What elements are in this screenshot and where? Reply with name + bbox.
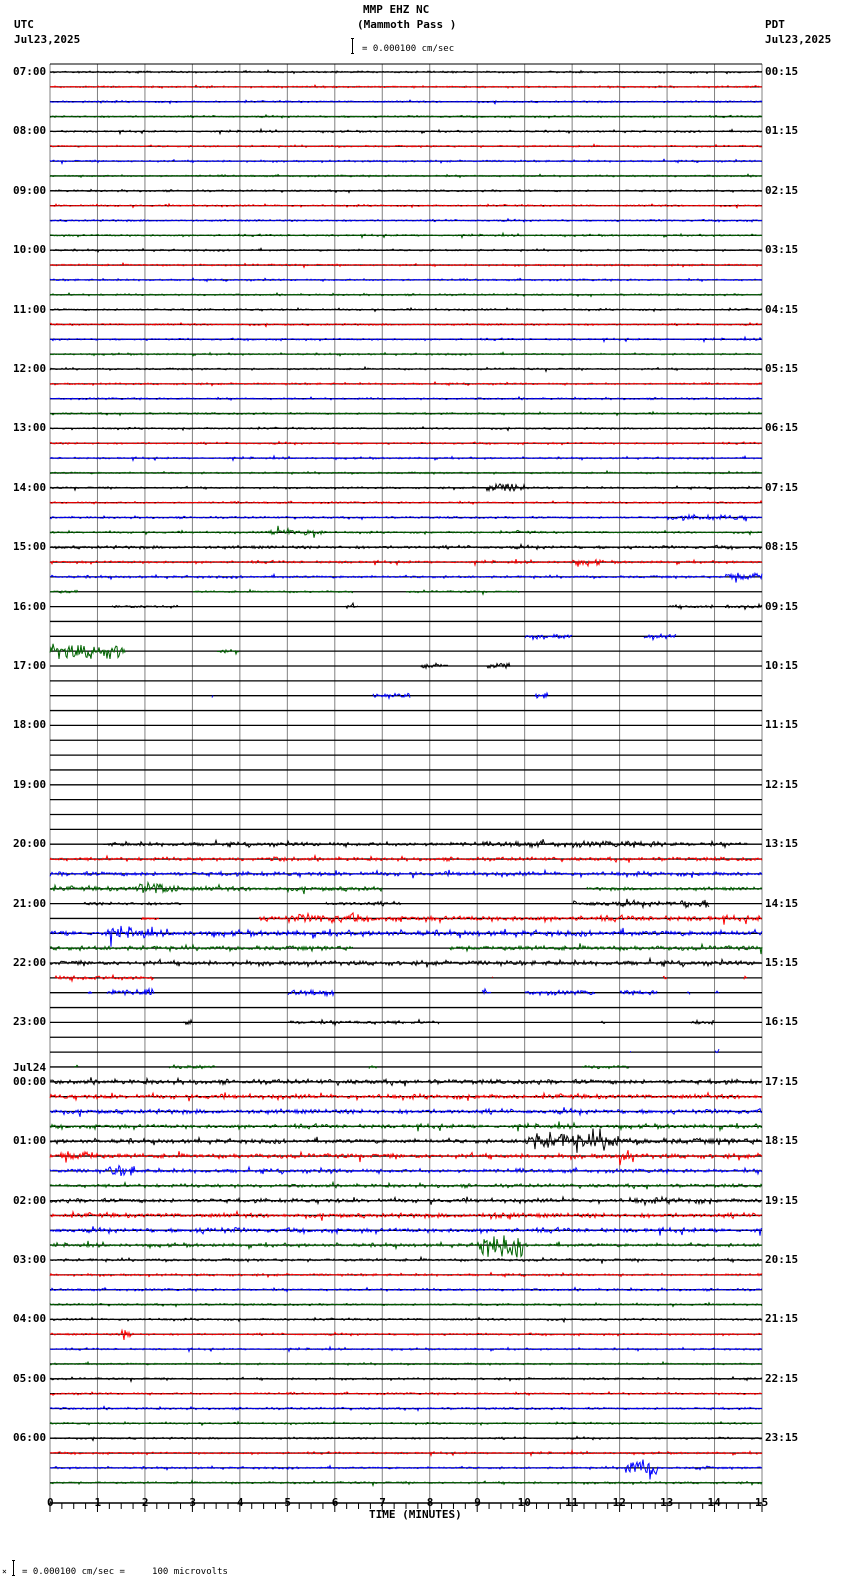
seismic-trace bbox=[50, 1362, 762, 1365]
seismic-trace bbox=[50, 427, 762, 431]
seismic-trace bbox=[103, 839, 747, 848]
utc-hour-label: 01:00 bbox=[13, 1134, 47, 1148]
utc-hour-label: 03:00 bbox=[13, 1253, 47, 1266]
seismic-trace bbox=[50, 412, 762, 416]
seismic-trace bbox=[50, 1460, 762, 1480]
pdt-hour-label: 19:15 bbox=[765, 1193, 799, 1207]
utc-hour-label: 14:00 bbox=[13, 480, 47, 494]
seismic-trace bbox=[50, 959, 762, 968]
seismic-trace bbox=[50, 544, 762, 549]
pdt-hour-label: 22:15 bbox=[765, 1371, 799, 1385]
utc-hour-label: 11:00 bbox=[13, 302, 47, 316]
utc-hour-label: 10:00 bbox=[13, 243, 47, 257]
utc-hour-label: 09:00 bbox=[13, 183, 47, 197]
seismic-trace bbox=[50, 1330, 762, 1340]
x-tick-label: 12 bbox=[612, 1496, 626, 1509]
seismic-trace bbox=[50, 559, 762, 567]
right-date: Jul23,2025 bbox=[765, 33, 832, 46]
right-timezone: PDT bbox=[765, 18, 785, 31]
utc-hour-label: 15:00 bbox=[13, 540, 47, 554]
x-tick-label: 1 bbox=[94, 1496, 102, 1509]
left-timezone: UTC bbox=[14, 18, 34, 31]
utc-hour-label: 17:00 bbox=[13, 659, 47, 672]
utc-hour-label: 21:00 bbox=[13, 896, 47, 910]
x-tick-label: 2 bbox=[141, 1496, 149, 1509]
x-tick-label: 13 bbox=[660, 1496, 674, 1509]
seismic-trace bbox=[50, 204, 762, 208]
seismic-trace bbox=[50, 337, 762, 342]
seismic-trace bbox=[50, 1318, 762, 1322]
seismic-trace bbox=[50, 1288, 762, 1292]
pdt-hour-label: 15:15 bbox=[765, 956, 799, 969]
pdt-hour-label: 11:15 bbox=[765, 718, 799, 732]
utc-hour-label: 02:00 bbox=[13, 1193, 47, 1207]
x-tick-label: 4 bbox=[236, 1496, 244, 1509]
utc-hour-label: 07:00 bbox=[13, 65, 47, 78]
seismic-trace bbox=[50, 1436, 762, 1440]
footer-scale-prefix: × bbox=[2, 1567, 7, 1576]
seismic-trace bbox=[50, 115, 762, 118]
seismic-trace bbox=[50, 926, 762, 947]
scale-text: = 0.000100 cm/sec bbox=[362, 44, 455, 54]
x-tick-label: 14 bbox=[707, 1496, 721, 1509]
seismic-trace bbox=[50, 293, 762, 297]
utc-hour-label: 19:00 bbox=[13, 777, 47, 791]
utc-hour-label: 08:00 bbox=[13, 124, 47, 138]
pdt-hour-label: 00:15 bbox=[765, 65, 799, 78]
pdt-hour-label: 21:15 bbox=[765, 1312, 799, 1326]
seismic-trace bbox=[50, 248, 762, 252]
seismic-trace bbox=[84, 899, 709, 908]
pdt-hour-label: 01:15 bbox=[765, 124, 799, 138]
seismic-trace bbox=[50, 367, 762, 371]
utc-hour-label: 18:00 bbox=[13, 718, 47, 732]
seismic-trace bbox=[50, 1422, 762, 1426]
x-axis-label: TIME (MINUTES) bbox=[369, 1508, 462, 1521]
x-tick-label: 11 bbox=[565, 1496, 579, 1509]
seismic-trace bbox=[50, 1182, 762, 1189]
utc-hour-label: 23:00 bbox=[13, 1015, 47, 1029]
utc-hour-label: 13:00 bbox=[13, 421, 47, 435]
pdt-hour-label: 14:15 bbox=[765, 896, 799, 910]
pdt-hour-label: 06:15 bbox=[765, 421, 799, 435]
pdt-hour-label: 07:15 bbox=[765, 480, 799, 494]
seismic-trace bbox=[50, 278, 762, 281]
pdt-hour-label: 17:15 bbox=[765, 1074, 799, 1088]
x-tick-label: 6 bbox=[331, 1496, 339, 1509]
x-tick-label: 7 bbox=[379, 1496, 386, 1509]
pdt-hour-label: 04:15 bbox=[765, 302, 799, 316]
x-tick-label: 0 bbox=[47, 1496, 54, 1509]
seismic-trace bbox=[50, 159, 762, 163]
pdt-hour-label: 09:15 bbox=[765, 599, 799, 613]
seismic-trace bbox=[50, 100, 762, 104]
utc-hour-label: 16:00 bbox=[13, 599, 47, 613]
pdt-hour-label: 13:15 bbox=[765, 837, 799, 851]
x-tick-label: 10 bbox=[517, 1496, 531, 1509]
seismic-trace bbox=[50, 573, 762, 583]
seismic-trace bbox=[50, 471, 762, 474]
pdt-hour-label: 08:15 bbox=[765, 540, 799, 554]
seismic-trace bbox=[50, 1226, 762, 1235]
utc-hour-label: 22:00 bbox=[13, 956, 47, 969]
pdt-hour-label: 03:15 bbox=[765, 243, 799, 257]
x-tick-label: 9 bbox=[474, 1496, 481, 1509]
station-location: (Mammoth Pass ) bbox=[357, 18, 457, 31]
pdt-hour-label: 23:15 bbox=[765, 1431, 799, 1445]
station-title: MMP EHZ NC bbox=[363, 3, 430, 16]
seismic-trace bbox=[50, 1347, 762, 1352]
seismic-trace bbox=[50, 501, 762, 504]
pdt-hour-label: 16:15 bbox=[765, 1015, 799, 1029]
utc-hour-label: 12:00 bbox=[13, 362, 47, 375]
utc-date-label: Jul24 bbox=[13, 1060, 47, 1074]
pdt-hour-label: 02:15 bbox=[765, 183, 799, 197]
utc-hour-label: 20:00 bbox=[13, 837, 47, 851]
pdt-hour-label: 12:15 bbox=[765, 777, 799, 791]
utc-hour-label: 06:00 bbox=[13, 1431, 47, 1445]
x-tick-label: 15 bbox=[755, 1496, 769, 1509]
footer-scale-bar-icon bbox=[12, 1560, 15, 1576]
seismic-trace bbox=[50, 442, 762, 445]
pdt-hour-label: 10:15 bbox=[765, 659, 799, 672]
seismic-trace bbox=[50, 1150, 762, 1165]
footer-scale-text: = 0.000100 cm/sec = 100 microvolts bbox=[22, 1567, 228, 1577]
x-tick-label: 5 bbox=[284, 1496, 291, 1509]
utc-hour-label: 05:00 bbox=[13, 1371, 47, 1385]
x-tick-label: 3 bbox=[189, 1496, 197, 1509]
pdt-hour-label: 05:15 bbox=[765, 362, 799, 375]
seismic-trace bbox=[50, 323, 762, 327]
seismic-trace bbox=[50, 190, 762, 193]
seismic-trace bbox=[50, 1392, 762, 1395]
utc-hour-label: 04:00 bbox=[13, 1312, 47, 1326]
utc-hour-label: 00:00 bbox=[13, 1074, 47, 1088]
x-tick-label: 8 bbox=[426, 1496, 434, 1509]
pdt-hour-label: 20:15 bbox=[765, 1253, 799, 1266]
seismic-trace bbox=[50, 1235, 762, 1257]
left-date: Jul23,2025 bbox=[14, 33, 81, 46]
seismic-trace bbox=[50, 1451, 762, 1456]
pdt-hour-label: 18:15 bbox=[765, 1134, 799, 1148]
